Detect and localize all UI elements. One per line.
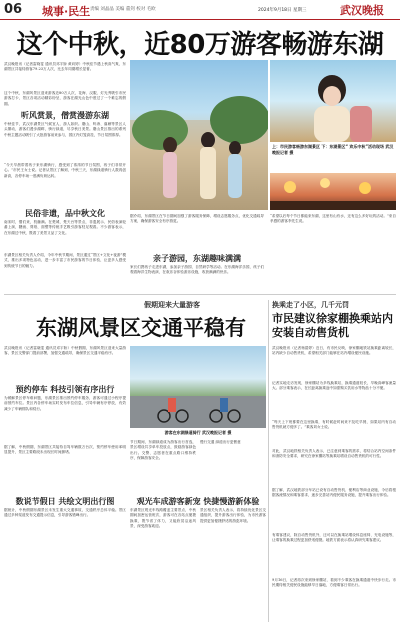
section-divider [4,294,396,295]
photo-caption: 游客在东湖绿道骑行 武汉晚报记者 摄 [164,430,232,435]
main-lede: 武汉晚报讯（记者雷晓雯 通讯员邓宇娇 黄向婷）中秋佳节遇上秋高气爽，东湖景区共接待游客79.23万人次，比去年同期增长显著。 [4,62,126,72]
subheading: 民俗非遗，品中秋文化 [25,209,105,218]
main-paragraph: 南宋时，僧们来，枝藤满。在楚城、楚天台等景点，非遗展示、民俗表演轮番上演，糖画、剪纸、面塑等传统手艺吸引游客驻足观看。不少游客表示，在东湖过中秋，既看了美景又品了文化。 [4,220,126,235]
subheading: 听风赏景，僧赏漫游东湖 [21,111,109,120]
issue-date: 2024年9月18日 星期三 [258,8,307,13]
subway-lede: 武汉晚报讯（记者杨碧婷）近日，有市民反映，徐家棚地铁站换乘距离较长，站内缺少自动售货机，希望相关部门能够在站内增设便民设施。 [272,346,396,356]
traffic-paragraph: 景区相关负责人表示，将持续优化景区交通组织，提升游客出行体验，为市民游客提供更加便捷舒适的游览环境。 [200,508,266,523]
main-paragraph: 东湖景区相关负责人介绍，今年中秋节期间，景区通过“景区+文化+夜游”模式，推出多项特色活动，进一步丰富了市民游客的节日体验，让更多人感受到传统节日的魅力。 [4,253,126,268]
photo-hanfu-visitors [130,60,268,210]
subway-paragraph: 9月16日，记者再次来到徐家棚站，看到不少乘客在换乘通道中快步行走。市民期待相关便民设施能够早日落地，方便乘客日常出行。 [272,578,396,588]
subway-paragraph: 对此，武汉地铁相关负责人表示，已注意到乘客的需求，将结合站内空间条件和消防安全要求，研究在徐家棚站等换乘站增设自动售货机的可行性。 [272,449,396,459]
main-paragraph: 这个中秋，东湖风景区迎来游客近80万人次，花海、汉服、灯光秀吸引市民游客打卡，景区各项活动精彩纷呈，游客在湖光山色中度过了一个难忘的假期。 [4,91,126,106]
traffic-lede: 武汉晚报讯（记者雷晓雯 通讯员邓宇娇）中秋假期，东湖风景区迎来大量游客，景区交警部门提前部署，加强交通疏导，确保景区交通平稳有序。 [4,346,126,356]
main-headline: 这个中秋，近80万游客畅游东湖 [16,30,384,60]
newspaper-logo: 武汉晚报 [340,4,384,17]
editor-credits: 责编 刘晶晶 美编 董剑 校对 毛欧 [90,7,156,12]
main-paragraph: 中秋佳节，武汉东湖景区气候宜人，游人如织。磨山、听涛、落雁等景区人头攒动，游客们漫步湖畔，骑行绿道，尽享秋日美景。磨山景区推出的系列中秋主题活动吸引了大批游客前来参与，园区内灯笼高挂，节日氛围浓厚。 [4,122,126,137]
subway-kicker: 换乘走了小区，几千元罚 [272,301,349,309]
photo-hanfu-closeup [270,60,396,142]
traffic-paragraph: 节日期间，东湖绿道成为游客出行首选，景区增设共享单车投放点，鼓励游客绿色出行。交警、志愿者在重点路口维持秩序，保障游客安全。 [130,440,196,460]
section-title: 城事·民生 [42,5,91,18]
traffic-paragraph: 为缓解景区停车难问题，东湖景区推出预约停车服务，游客可通过小程序提前预约车位。景区内各停车场实时发布车位信息，引导车辆有序停放，有效减少了车辆排队和绕行。 [4,396,126,411]
subway-paragraph: 有乘客建议，除自动售货机外，还可以在换乘站增设休息座椅、充电设施等，让乘客的换乘过程更加舒适便捷。地铁方面表示将认真研究乘客建议。 [272,533,396,543]
subway-headline: 市民建议徐家棚换乘站内安装自动售货机 [272,312,393,339]
subway-paragraph: “每天上下班都要在这里换乘，有时候赶时间来不及吃早餐，如果站内有自动售货机就方便多了。”乘客刘女士说。 [272,420,396,430]
main-paragraph: 家长们携孩子走进东湖，参加亲子游园、自然研学等活动。在东湖海洋乐园，孩子们观看海洋生物表演，在欢乐谷体验游乐设施，收获满满的快乐。 [130,265,264,275]
photo-caption: 上：市民游客畅游东湖景区 下：东湖景区“ 欢乐中秋”活动现场 武汉晚报记者 摄 [272,144,394,155]
subheading: 观光车成游客新宠 快捷慢游新体验 [136,497,260,506]
subheading: 预约停车 科技引领有序出行 [15,385,115,394]
main-paragraph: 据介绍，东湖景区在节日期间加强了游客服务保障，增设志愿服务点，优化交通疏导方案，确保游客安全有序游览。 [130,214,264,224]
main-paragraph: “今天早晨带着孩子来东湖骑行，感受到了浓浓的节日氛围，孩子们非常开心。”市民王女士说。记者从景区了解到，中秋三天，东湖绿道骑行人数再创新高，各停车场一度满负荷运转。 [4,163,126,178]
traffic-headline: 东湖风景区交通平稳有 [36,316,246,340]
subway-paragraph: 记者实地走访发现，徐家棚站为多线换乘站，换乘通道较长，早晚高峰客流量大。部分乘客表示，在长距离换乘途中如需购买饮用水等物品十分不便。 [272,381,396,391]
column-divider [268,300,269,622]
traffic-paragraph: 东湖景区观光车线路覆盖主要景点，中秋期间加密运营班次，游客可在各站点便捷换乘，既节省了体力，又能欣赏沿途风景，深受游客欢迎。 [130,508,196,528]
traffic-paragraph: 据了解，中秋假期，东湖景区共接待自驾车辆数万台次，预约停车使用率明显提升，景区主要路段未出现长时间拥堵。 [4,445,126,455]
main-paragraph: “希望以后每个节日都能来东湖，这里有山有水，还有这么多好玩的活动。”来自孝感的游客李先生说。 [270,214,396,224]
photo-lantern-show [270,173,396,210]
subheading: 亲子游园，东湖趣味满满 [153,254,241,263]
traffic-kicker: 假期迎来大量游客 [144,301,200,309]
subheading: 数说节假日 共绘文明出行图 [15,497,115,506]
traffic-paragraph: 慢行交通 绿道出行更惬意 [200,440,241,444]
photo-greenway-cycling [130,346,266,428]
page-number: 06 [4,2,23,17]
subway-paragraph: 据了解，武汉地铁部分车站已设有自动售货机、便利店等商业设施，今后将根据客流情况和乘客需求，逐步完善站内便民服务设施，提升乘客出行体验。 [272,488,396,498]
traffic-paragraph: 据统计，中秋假期东湖景区未发生重大交通事故，交通秩序总体平稳。景区通过多种渠道发布交通提示信息，引导游客错峰出行。 [4,508,126,518]
